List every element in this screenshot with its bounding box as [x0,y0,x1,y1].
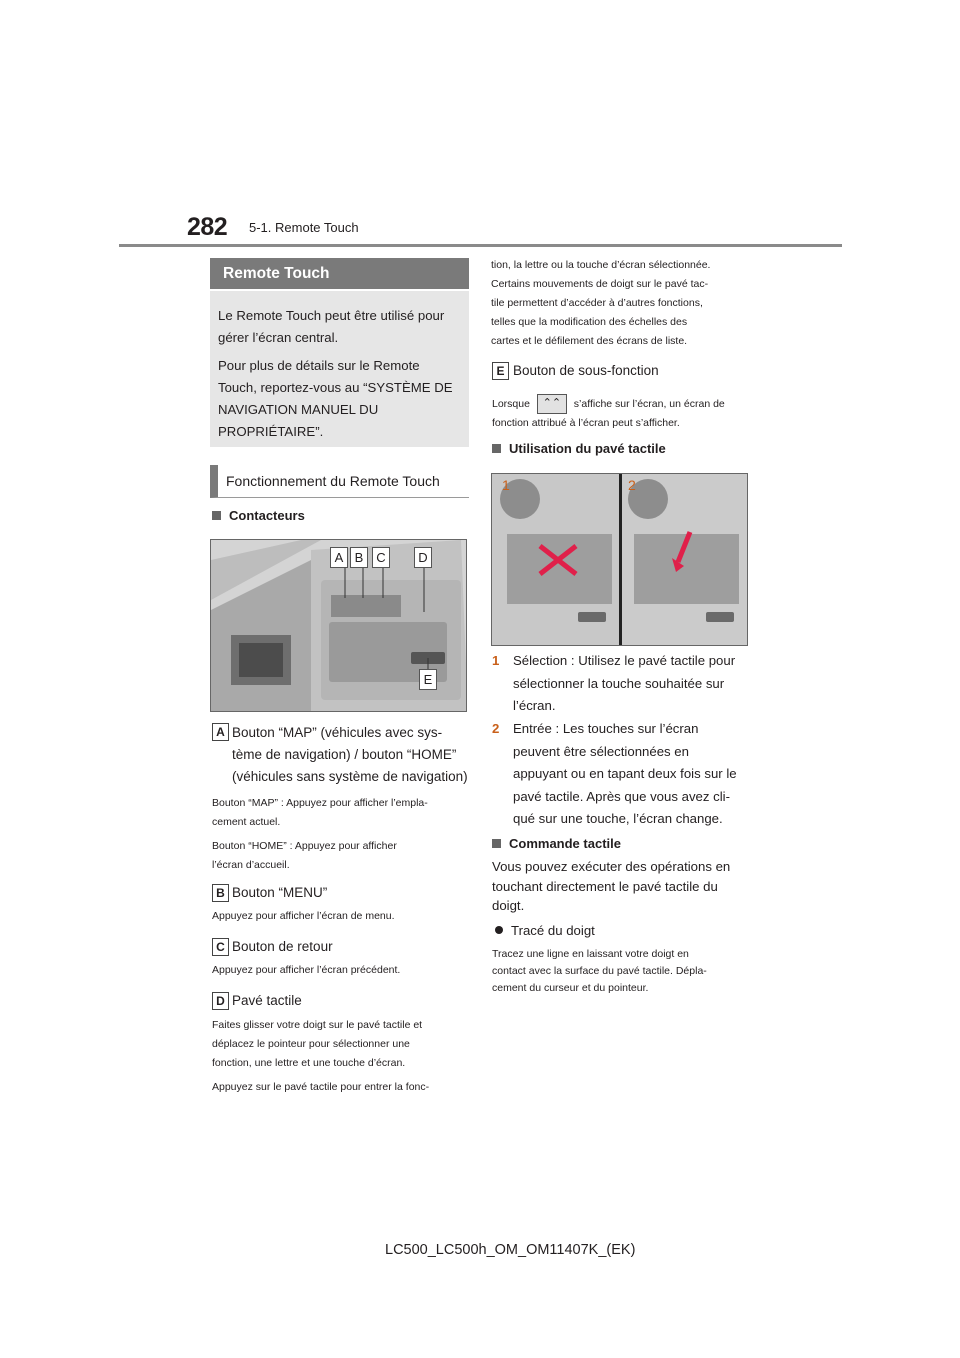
callout-c: C [372,547,390,568]
badge-d: D [212,992,229,1010]
intro-paragraph-2: Pour plus de détails sur le Remote Touch, reportez-vous au “SYSTÈME DE NAVIGATION MANUEL DU PROPRIÉTAIRE”. [218,358,453,439]
step-2-text: Entrée : Les touches sur l’écran peuvent être sélectionnées en appuyant ou en tapant deux fois sur le pavé tactile. Après que vous avez cli- qué sur une touche, l’écran change. [513,721,737,826]
bullet-dot-icon [495,926,503,934]
callout-d: D [414,547,432,568]
item-b-title: Bouton “MENU” [232,885,328,900]
item-a-title: Bouton “MAP” (véhicules avec sys- tème de navigation) / bouton “HOME” (véhicules sans système de navigation) [232,725,468,784]
pave-heading: Utilisation du pavé tactile [492,441,666,456]
callout-a: A [330,547,348,568]
page-number: 282 [187,213,228,241]
footer-code: LC500_LC500h_OM_OM11407K_(EK) [385,1242,636,1258]
item-d-title: Pavé tactile [232,993,302,1008]
bullet-item: Tracé du doigt [495,920,595,943]
callout-b: B [350,547,368,568]
item-c-desc: Appuyez pour afficher l’écran précédent. [212,964,401,976]
section-title-box: Remote Touch [210,258,469,289]
badge-e: E [492,362,509,380]
section-title: 5-1. Remote Touch [249,220,359,235]
touchpad-illustration [492,474,748,646]
figure-label-1: 1 [502,477,510,493]
item-a-desc: Bouton “MAP” : Appuyez pour afficher l’empla- cement actuel. Bouton “HOME” : Appuyez pour afficher l’écran d’accueil. [212,797,428,871]
callout-e: E [419,669,437,690]
bullet-desc: Tracez une ligne en laissant votre doigt en contact avec la surface du pavé tactile. Dépla- cement du curseur et du pointeur. [492,948,707,994]
item-e-desc-line2: fonction attribué à l’écran peut s’afficher. [492,417,680,429]
figure-label-2: 2 [628,477,636,493]
square-bullet-icon [212,511,221,520]
subheading: Fonctionnement du Remote Touch [210,465,469,498]
badge-a: A [212,723,229,741]
contacteurs-heading: Contacteurs [212,508,305,523]
continued-text: tion, la lettre ou la touche d’écran sélectionnée. Certains mouvements de doigt sur le pavé tac- tile permettent d’accéder à d’autres fonctions, telles que la modification des échelles des cartes et le défilement des écrans de liste. [491,259,711,347]
square-bullet-icon [492,839,501,848]
step-1-text: Sélection : Utilisez le pavé tactile pour sélectionner la touche souhaitée sur l’écran. [513,653,736,713]
item-b-desc: Appuyez pour afficher l’écran de menu. [212,910,395,922]
commande-text: Vous pouvez exécuter des opérations en touchant directement le pavé tactile du doigt. [492,859,731,913]
commande-heading: Commande tactile [492,836,621,851]
item-e-title: Bouton de sous-fonction [513,363,659,378]
item-c-title: Bouton de retour [232,939,333,954]
item-e-desc: Lorsque ⌃⌃ s’affiche sur l’écran, un écran de [492,394,725,414]
square-bullet-icon [492,444,501,453]
header-rule [119,244,842,247]
intro-box [210,291,469,447]
badge-b: B [212,884,229,902]
step-1-number: 1 [492,653,500,668]
item-d-desc: Faites glisser votre doigt sur le pavé tactile et déplacez le pointeur pour sélectionner une fonction, une lettre et une touche d’écran. Appuyez sur le pavé tactile pour entrer la fonc- [212,1019,430,1093]
badge-c: C [212,938,229,956]
touchpad-figure [491,473,748,646]
intro-paragraph-1: Le Remote Touch peut être utilisé pour gérer l’écran central. [218,308,445,345]
step-2-number: 2 [492,721,500,736]
subfunction-icon: ⌃⌃ [537,394,567,414]
